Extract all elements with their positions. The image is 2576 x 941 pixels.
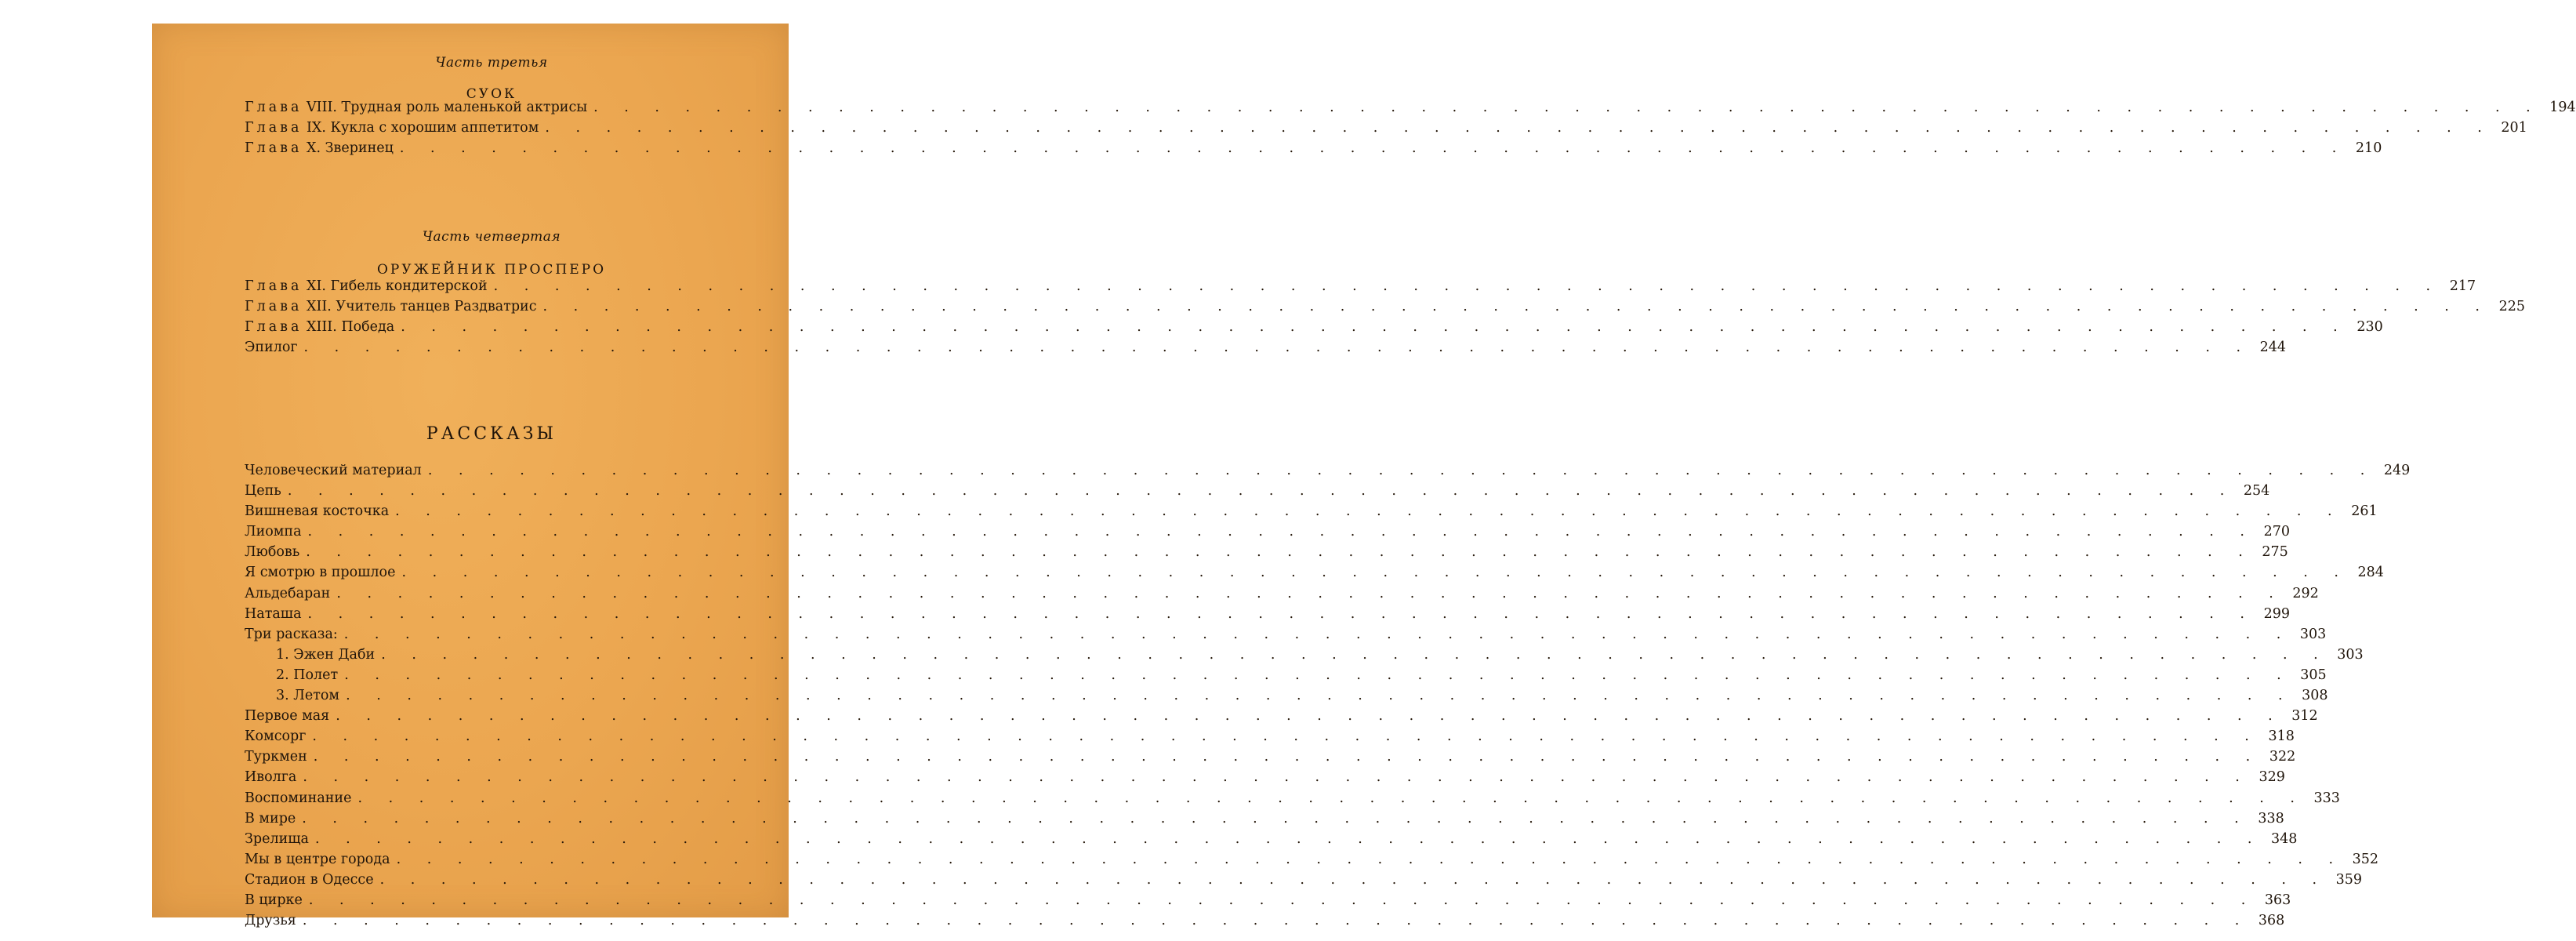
toc-entry-label: Друзья (245, 913, 296, 929)
toc-entry-label: 1. Эжен Даби (276, 646, 376, 663)
toc-page-number: 305 (2300, 667, 2327, 683)
dot-leader (395, 501, 2342, 521)
toc-entry-label: Эпилог (245, 340, 298, 356)
toc-page-number: 244 (2259, 340, 2287, 356)
dot-leader (314, 747, 2261, 767)
toc-entry (245, 562, 2384, 583)
stories-list (245, 460, 2411, 931)
toc-page-number: 249 (2383, 463, 2411, 478)
toc-entry-title (245, 910, 296, 931)
toc-entry-label: X. Зверинец (307, 140, 394, 157)
dot-leader (308, 521, 2255, 542)
toc-page-number: 270 (2263, 524, 2290, 540)
toc-entry-label: Наташа (245, 605, 302, 622)
dot-leader (315, 829, 2262, 849)
dot-leader (543, 296, 2491, 317)
toc-entry-label: Первое мая (245, 708, 330, 725)
toc-entry-title (245, 583, 330, 604)
toc-page-number: 348 (2271, 830, 2298, 847)
toc-entry-label: 2. Полет (276, 667, 339, 683)
toc-entry (245, 624, 2327, 645)
toc-entry-label: XI. Гибель кондитерской (307, 278, 488, 294)
toc-entry-title (245, 685, 339, 706)
toc-entry-label: В цирке (245, 892, 303, 908)
dot-leader (303, 767, 2250, 787)
book-page (152, 24, 2576, 929)
dot-leader (336, 583, 2284, 604)
toc-entry-title (245, 706, 329, 726)
toc-entry (245, 337, 2287, 358)
dot-leader (401, 562, 2349, 583)
toc-page-number: 318 (2268, 728, 2295, 745)
toc-entry-title (245, 645, 375, 665)
dot-leader (380, 870, 2327, 890)
toc-entry-label: Комсорг (245, 728, 307, 745)
dot-leader (357, 788, 2305, 808)
toc-entry-title (245, 460, 422, 481)
dot-leader (545, 118, 2492, 138)
dot-leader (428, 460, 2375, 481)
toc-page-number: 210 (2355, 140, 2382, 157)
toc-entry-title (245, 665, 338, 685)
toc-page-number: 194 (2549, 100, 2576, 115)
toc-entry-label: Воспоминание (245, 790, 352, 806)
chapter-prefix: Глава (245, 319, 303, 336)
part-three-list (245, 97, 2576, 158)
toc-page-number: 225 (2498, 299, 2525, 315)
toc-entry-title (245, 276, 488, 296)
toc-entry-title (245, 562, 395, 583)
toc-page-number: 322 (2269, 749, 2296, 765)
toc-page-number: 303 (2337, 646, 2364, 663)
toc-page-number: 333 (2313, 790, 2340, 806)
toc-entry (245, 583, 2319, 604)
toc-page-number: 217 (2449, 278, 2476, 294)
toc-page-number: 292 (2292, 585, 2319, 601)
chapter-prefix: Глава (245, 299, 303, 315)
toc-entry-title (245, 296, 537, 317)
dot-leader (336, 706, 2283, 726)
dot-leader (593, 97, 2541, 118)
dot-leader (344, 665, 2291, 685)
toc-entry-label: Я смотрю в прошлое (245, 565, 396, 581)
toc-page-number: 359 (2335, 871, 2363, 888)
toc-entry-title (245, 808, 296, 829)
toc-entry-label: XIII. Победа (307, 319, 395, 336)
toc-entry (245, 808, 2284, 829)
toc-entry-title (245, 849, 390, 870)
toc-entry (245, 747, 2296, 767)
toc-entry (245, 849, 2379, 870)
dot-leader (401, 317, 2348, 337)
dot-leader (306, 542, 2253, 562)
toc-entry (245, 118, 2527, 138)
toc-entry-title (245, 118, 539, 138)
toc-entry-label: Три расказа: (245, 626, 338, 642)
toc-entry-label: IX. Кукла с хорошим аппетитом (307, 120, 539, 136)
part-three-title: Часть третья (435, 55, 548, 71)
toc-page-number: 230 (2356, 319, 2383, 336)
stories-heading: РАССКАЗЫ (426, 424, 557, 444)
toc-entry (245, 829, 2298, 849)
toc-entry (245, 481, 2270, 501)
toc-entry (245, 645, 2364, 665)
chapter-prefix: Глава (245, 140, 303, 157)
toc-entry (245, 138, 2382, 158)
toc-entry (245, 665, 2327, 685)
toc-entry (245, 767, 2285, 787)
toc-page-number: 275 (2262, 544, 2288, 561)
toc-entry-title (245, 337, 298, 358)
toc-page-number: 261 (2351, 503, 2378, 520)
toc-entry-title (245, 788, 351, 808)
toc-page-number: 284 (2357, 565, 2384, 581)
toc-entry-title (245, 521, 302, 542)
toc-entry-label: Цепь (245, 483, 281, 500)
toc-entry-label: Иволга (245, 769, 297, 786)
toc-entry-label: Туркмен (245, 749, 307, 765)
toc-entry-title (245, 138, 394, 158)
toc-entry-label: Мы в центре города (245, 851, 390, 867)
toc-entry (245, 870, 2363, 890)
toc-entry-label: Альдебаран (245, 585, 331, 601)
toc-entry (245, 460, 2411, 481)
toc-entry (245, 296, 2525, 317)
toc-page-number: 299 (2263, 605, 2290, 622)
toc-entry (245, 317, 2383, 337)
toc-entry-label: VIII. Трудная роль маленькой актрисы (307, 100, 588, 115)
toc-entry-title (245, 317, 394, 337)
toc-entry-title (245, 481, 281, 501)
toc-entry (245, 276, 2476, 296)
toc-entry-label: 3. Летом (276, 688, 340, 704)
toc-entry-title (245, 747, 307, 767)
toc-page-number: 308 (2302, 688, 2328, 704)
toc-entry-label: Лиомпа (245, 524, 302, 540)
dot-leader (400, 138, 2347, 158)
toc-page-number: 352 (2352, 851, 2379, 867)
toc-entry-title (245, 604, 302, 624)
toc-entry-label: Любовь (245, 544, 300, 561)
toc-entry-title (245, 870, 374, 890)
toc-entry (245, 910, 2285, 931)
toc-entry-label: В мире (245, 810, 296, 827)
dot-leader (397, 849, 2344, 870)
toc-entry-label: Зрелища (245, 830, 309, 847)
toc-entry (245, 604, 2290, 624)
toc-entry-title (245, 542, 299, 562)
dot-leader (309, 890, 2256, 910)
dot-leader (303, 910, 2250, 931)
toc-page-number: 329 (2259, 769, 2285, 786)
dot-leader (288, 481, 2235, 501)
toc-entry (245, 890, 2291, 910)
toc-entry-title (245, 97, 587, 118)
part-four-name: ОРУЖЕЙНИК ПРОСПЕРО (376, 262, 607, 278)
dot-leader (302, 808, 2249, 829)
dot-leader (308, 604, 2255, 624)
chapter-prefix: Глава (245, 278, 303, 294)
toc-entry-title (245, 829, 309, 849)
toc-page-number: 363 (2264, 892, 2291, 908)
toc-entry (245, 97, 2576, 118)
toc-entry-label: Вишневая косточка (245, 503, 390, 520)
toc-page-number: 338 (2258, 810, 2284, 827)
toc-entry-title (245, 501, 389, 521)
chapter-prefix: Глава (245, 120, 303, 136)
part-four-list (245, 276, 2525, 358)
toc-entry (245, 542, 2288, 562)
toc-page-number: 312 (2291, 708, 2318, 725)
toc-entry (245, 685, 2328, 706)
toc-entry-title (245, 890, 303, 910)
dot-leader (346, 685, 2293, 706)
toc-entry (245, 726, 2295, 747)
toc-page-number: 368 (2258, 913, 2285, 929)
toc-entry-label: Человеческий материал (245, 463, 422, 478)
toc-page-number: 254 (2243, 483, 2270, 500)
toc-entry (245, 521, 2290, 542)
toc-entry (245, 501, 2378, 521)
dot-leader (312, 726, 2259, 747)
toc-entry-label: Стадион в Одессе (245, 871, 374, 888)
toc-entry-label: XII. Учитель танцев Раздватрис (307, 299, 537, 315)
toc-page-number: 303 (2299, 626, 2327, 642)
toc-entry-title (245, 726, 306, 747)
part-four-title: Часть четвертая (422, 229, 561, 245)
chapter-prefix: Глава (245, 100, 303, 115)
dot-leader (304, 337, 2251, 358)
toc-entry-title (245, 624, 338, 645)
toc-entry-title (245, 767, 296, 787)
dot-leader (344, 624, 2291, 645)
toc-entry (245, 788, 2340, 808)
dot-leader (494, 276, 2441, 296)
toc-entry (245, 706, 2318, 726)
toc-page-number: 201 (2501, 120, 2527, 136)
part-three-name: СУОК (466, 86, 517, 102)
dot-leader (381, 645, 2328, 665)
